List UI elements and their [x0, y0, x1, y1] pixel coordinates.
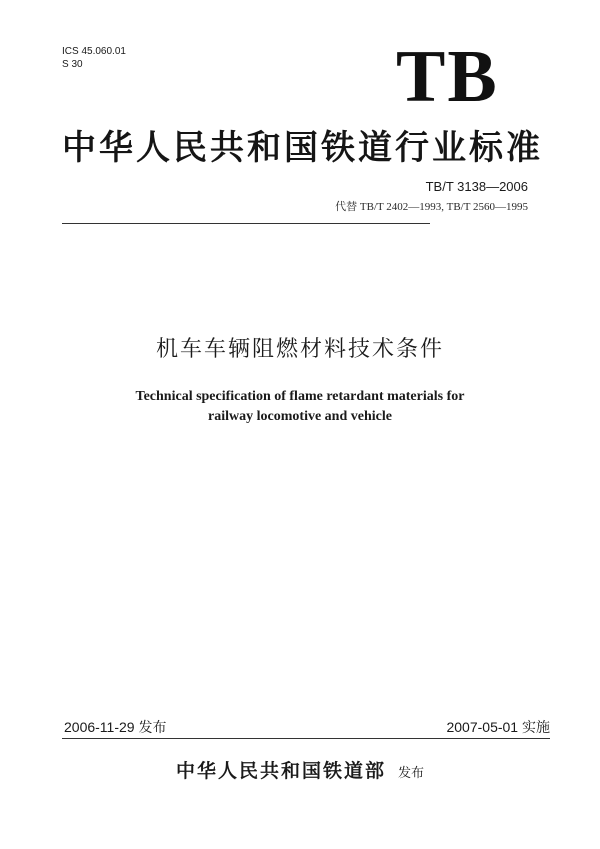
ccs-code: S 30	[62, 59, 83, 70]
header-divider	[62, 223, 430, 224]
classification-codes	[62, 45, 126, 71]
tb-logo: TB	[396, 36, 499, 118]
ics-code: ICS 45.060.01	[62, 46, 126, 57]
publisher-organization: 中华人民共和国铁道部	[175, 760, 386, 782]
document-title-chinese: 机车车辆阻燃材料技术条件	[155, 337, 444, 362]
publisher-action: 发布	[398, 766, 425, 781]
replaces-standards: 代替 TB/T 2402—1993, TB/T 2560—1995	[335, 201, 528, 213]
english-title-line-2: railway locomotive and vehicle	[208, 409, 392, 424]
english-title-line-1: Technical specification of flame retardant materials for	[135, 389, 465, 404]
issue-date: 2006-11-29 发布	[64, 719, 167, 735]
footer-divider	[62, 738, 550, 739]
standard-code: TB/T 3138—2006	[425, 179, 528, 194]
publisher-line	[0, 758, 600, 787]
document-title-english	[0, 387, 600, 427]
organization-title: 中华人民共和国铁道行业标准	[62, 128, 543, 168]
implementation-date: 2007-05-01 实施	[446, 719, 550, 735]
